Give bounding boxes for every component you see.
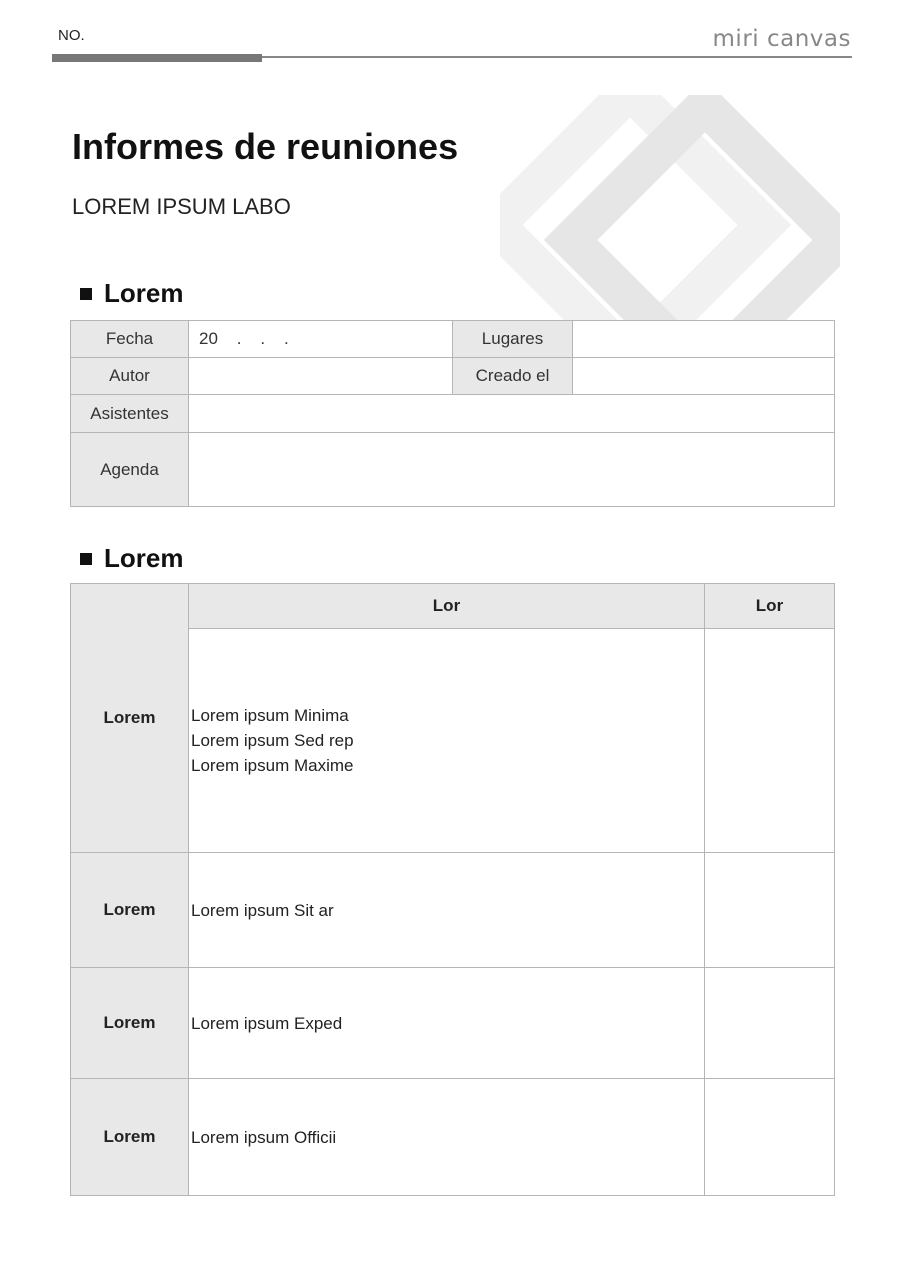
content-line: Lorem ipsum Sed rep — [191, 731, 354, 750]
minutes-table — [70, 583, 835, 1196]
content-line: Lorem ipsum Minima — [191, 706, 349, 725]
creado-field[interactable] — [573, 358, 835, 395]
agenda-label: Agenda — [71, 433, 189, 507]
row-label: Lorem — [71, 1079, 189, 1196]
row-label: Lorem — [71, 853, 189, 968]
row-label: Lorem — [71, 584, 189, 853]
asistentes-field[interactable] — [189, 395, 835, 433]
square-bullet-icon — [80, 288, 92, 300]
section-heading-text: Lorem — [104, 543, 184, 573]
content-line: Lorem ipsum Maxime — [191, 756, 354, 775]
column-header: Lor — [189, 584, 705, 629]
extra-cell[interactable] — [705, 853, 835, 968]
meeting-info-table — [70, 320, 835, 507]
autor-field[interactable] — [189, 358, 453, 395]
brand-logo: miri canvas — [712, 26, 851, 52]
content-line: Lorem ipsum Sit ar — [191, 900, 334, 920]
creado-label: Creado el — [453, 358, 573, 395]
section-heading-text: Lorem — [104, 278, 184, 308]
section-heading-1 — [80, 278, 183, 309]
asistentes-label: Asistentes — [71, 395, 189, 433]
watermark-diamonds — [500, 95, 840, 321]
fecha-label: Fecha — [71, 321, 189, 358]
agenda-field[interactable] — [189, 433, 835, 507]
section-heading-2 — [80, 543, 183, 574]
page-title: Informes de reuniones — [72, 126, 459, 167]
content-cell[interactable] — [189, 853, 705, 968]
row-label: Lorem — [71, 968, 189, 1079]
document-no-label: NO. — [58, 27, 85, 44]
extra-cell[interactable] — [705, 629, 835, 853]
lugares-field[interactable] — [573, 321, 835, 358]
header-rule-accent — [52, 54, 262, 62]
content-line: Lorem ipsum Exped — [191, 1013, 343, 1033]
content-cell[interactable] — [189, 968, 705, 1079]
content-line: Lorem ipsum Officii — [191, 1127, 337, 1147]
watermark-graphic — [500, 95, 840, 321]
column-header: Lor — [705, 584, 835, 629]
lugares-label: Lugares — [453, 321, 573, 358]
square-bullet-icon — [80, 553, 92, 565]
extra-cell[interactable] — [705, 1079, 835, 1196]
content-cell[interactable] — [189, 1079, 705, 1196]
page-subtitle: LOREM IPSUM LABO — [72, 194, 291, 219]
extra-cell[interactable] — [705, 968, 835, 1079]
autor-label: Autor — [71, 358, 189, 395]
fecha-field[interactable]: 20 . . . — [189, 321, 453, 358]
content-cell[interactable] — [189, 629, 705, 853]
